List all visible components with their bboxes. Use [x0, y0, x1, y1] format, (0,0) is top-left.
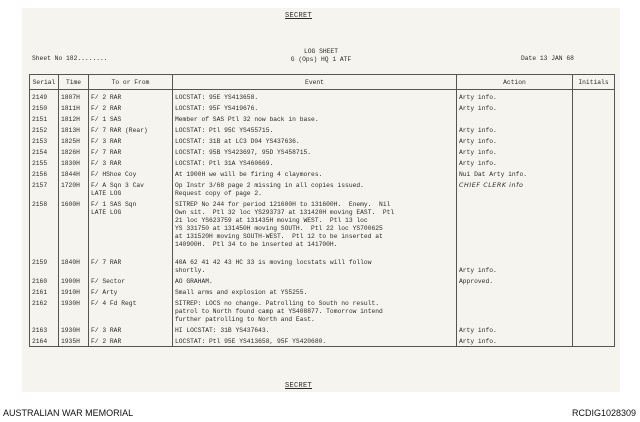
log-cell-event: Member of SAS Ptl 32 now back in base.	[173, 113, 457, 124]
log-cell-event: Small arms and explosion at YS5255.	[173, 286, 457, 297]
log-entry-row	[30, 168, 615, 179]
log-cell-action: Arty info.	[457, 124, 573, 135]
footer-record-id: RCDIG1028309	[571, 408, 636, 418]
log-cell-initials	[573, 335, 615, 347]
log-cell-action: Arty info.	[457, 157, 573, 168]
log-entry-row	[30, 179, 615, 198]
log-cell-action: Arty info.	[457, 335, 573, 347]
log-cell-tofrom: F/ 4 Fd Regt	[89, 297, 173, 324]
log-sheet-page	[22, 8, 620, 392]
log-cell-tofrom: F/ A Sqn 3 Cav LATE LOG	[89, 179, 173, 198]
log-cell-serial: 2163	[30, 324, 59, 335]
log-cell-event: At 1900H we will be firing 4 claymores.	[173, 168, 457, 179]
log-sheet-unit: G (Ops) HQ 1 ATF	[290, 56, 352, 63]
log-cell-event: LOCSTAT: Ptl 95C YS455715.	[173, 124, 457, 135]
log-cell-event: SITREP No 244 for period 121600H to 131600H. Enemy. Nil Own sit. Ptl 32 loc YS293737 at 131420H moving EAST. Ptl 21 loc YS623759 at 131435H moving WEST. Ptl 13 loc YS 331750 at 131450H moving SOUTH. Ptl 22 loc YS700625 at 131520H moving SOUTH-WEST. Ptl 12 to be inserted at 140900H. Ptl 34 to be inserted at 141700H.	[173, 198, 457, 255]
log-cell-initials	[573, 286, 615, 297]
log-cell-tofrom: F/ HShoe Coy	[89, 168, 173, 179]
log-cell-initials	[573, 124, 615, 135]
log-cell-action: Nui Dat Arty info.	[457, 168, 573, 179]
log-cell-serial: 2156	[30, 168, 59, 179]
log-entry-row	[30, 324, 615, 335]
col-header-event: Event	[173, 75, 457, 90]
log-cell-initials	[573, 324, 615, 335]
log-cell-time: 1826H	[59, 146, 89, 157]
log-entry-row	[30, 146, 615, 157]
log-cell-initials	[573, 275, 615, 286]
log-cell-time: 1930H	[59, 324, 89, 335]
log-cell-serial: 2157	[30, 179, 59, 198]
col-header-to-or-from: To or From	[89, 75, 173, 90]
log-cell-action: CHIEF CLERK info	[457, 179, 573, 198]
log-cell-tofrom: F/ 2 RAR	[89, 90, 173, 103]
log-cell-time: 1807H	[59, 90, 89, 103]
log-cell-event: 40A 62 41 42 43 HC 33 is moving locstats will follow shortly.	[173, 255, 457, 275]
log-entry-row	[30, 297, 615, 324]
log-cell-time: 1813H	[59, 124, 89, 135]
log-cell-initials	[573, 113, 615, 124]
log-cell-time: 1825H	[59, 135, 89, 146]
log-cell-action	[457, 198, 573, 255]
log-date: Date 13 JAN 68	[521, 55, 574, 62]
log-cell-tofrom: F/ 1 SAS	[89, 113, 173, 124]
log-cell-action: Arty info.	[457, 102, 573, 113]
log-cell-action	[457, 286, 573, 297]
log-cell-tofrom: F/ 7 RAR	[89, 255, 173, 275]
log-cell-tofrom: F/ 2 RAR	[89, 335, 173, 347]
log-entry-row	[30, 335, 615, 347]
log-cell-time: 1844H	[59, 168, 89, 179]
secret-marking-top: SECRET	[285, 12, 313, 20]
sheet-number: Sheet No 182........	[32, 55, 108, 62]
log-cell-event: LOCSTAT: 31B at LC3 D04 YS437636.	[173, 135, 457, 146]
log-cell-serial: 2155	[30, 157, 59, 168]
log-cell-initials	[573, 135, 615, 146]
log-cell-time: 1830H	[59, 157, 89, 168]
log-cell-time: 1935H	[59, 335, 89, 347]
log-cell-initials	[573, 146, 615, 157]
log-cell-tofrom: F/ 2 RAR	[89, 102, 173, 113]
footer-credit: AUSTRALIAN WAR MEMORIAL	[3, 408, 134, 418]
col-header-action: Action	[457, 75, 573, 90]
log-cell-serial: 2154	[30, 146, 59, 157]
log-cell-initials	[573, 102, 615, 113]
log-cell-event: SITREP: LOCS no change. Patrolling to South no result. patrol to North found camp at YS408877. Tomorrow intend further patrolling to North and East.	[173, 297, 457, 324]
log-cell-initials	[573, 255, 615, 275]
log-cell-action: Arty info.	[457, 90, 573, 103]
log-entry-row	[30, 286, 615, 297]
log-cell-serial: 2162	[30, 297, 59, 324]
log-cell-initials	[573, 179, 615, 198]
log-cell-event: LOCSTAT: 95E YS413658.	[173, 90, 457, 103]
log-cell-tofrom: F/ 7 RAR	[89, 146, 173, 157]
log-cell-time: 1720H	[59, 179, 89, 198]
log-cell-tofrom: F/ 3 RAR	[89, 324, 173, 335]
log-cell-action: Arty info.	[457, 255, 573, 275]
log-cell-time: 1910H	[59, 286, 89, 297]
col-header-initials: Initials	[573, 75, 615, 90]
log-entry-row	[30, 113, 615, 124]
log-cell-event: HI LOCSTAT: 31B YS437643.	[173, 324, 457, 335]
log-entry-row	[30, 90, 615, 103]
log-cell-serial: 2152	[30, 124, 59, 135]
col-header-time: Time	[59, 75, 89, 90]
log-cell-event: LOCSTAT: 95B YS423697, 95D YS458715.	[173, 146, 457, 157]
log-entry-row	[30, 157, 615, 168]
log-cell-time: 1840H	[59, 255, 89, 275]
log-cell-serial: 2164	[30, 335, 59, 347]
log-cell-action: Arty info.	[457, 135, 573, 146]
log-cell-action	[457, 113, 573, 124]
log-cell-event: LOCSTAT: 95F YS419676.	[173, 102, 457, 113]
log-cell-serial: 2150	[30, 102, 59, 113]
log-entry-row	[30, 198, 615, 255]
log-cell-event: AO GRAHAM.	[173, 275, 457, 286]
log-cell-time: 1600H	[59, 198, 89, 255]
log-entry-row	[30, 124, 615, 135]
log-cell-action: Approved.	[457, 275, 573, 286]
log-entries	[30, 90, 615, 347]
log-cell-serial: 2151	[30, 113, 59, 124]
log-cell-initials	[573, 168, 615, 179]
log-cell-serial: 2159	[30, 255, 59, 275]
log-cell-serial: 2153	[30, 135, 59, 146]
log-cell-action: Arty info.	[457, 146, 573, 157]
log-cell-initials	[573, 297, 615, 324]
log-entry-row	[30, 255, 615, 275]
log-cell-event: LOCSTAT: Ptl 95E YS413658, 95F YS420680.	[173, 335, 457, 347]
log-entry-row	[30, 275, 615, 286]
log-cell-initials	[573, 198, 615, 255]
col-header-serial: Serial	[30, 75, 59, 90]
log-table	[29, 74, 615, 347]
log-entry-row	[30, 102, 615, 113]
log-cell-tofrom: F/ Arty	[89, 286, 173, 297]
log-cell-tofrom: F/ 3 RAR	[89, 157, 173, 168]
log-cell-event: LOCSTAT: Ptl 31A YS460669.	[173, 157, 457, 168]
secret-marking-bottom: SECRET	[285, 382, 313, 390]
log-cell-serial: 2158	[30, 198, 59, 255]
log-cell-serial: 2149	[30, 90, 59, 103]
log-cell-serial: 2160	[30, 275, 59, 286]
log-cell-initials	[573, 157, 615, 168]
log-cell-tofrom: F/ 3 RAR	[89, 135, 173, 146]
log-cell-event: Op Instr 3/68 page 2 missing in all copies issued. Request copy of page 2.	[173, 179, 457, 198]
log-cell-tofrom: F/ 7 RAR (Rear)	[89, 124, 173, 135]
log-sheet-title: LOG SHEET	[303, 48, 338, 55]
log-cell-time: 1811H	[59, 102, 89, 113]
log-cell-time: 1812H	[59, 113, 89, 124]
log-cell-action	[457, 297, 573, 324]
log-cell-initials	[573, 90, 615, 103]
log-table-header	[30, 75, 615, 90]
log-entry-row	[30, 135, 615, 146]
log-cell-time: 1930H	[59, 297, 89, 324]
log-cell-time: 1900H	[59, 275, 89, 286]
log-cell-action: Arty info.	[457, 324, 573, 335]
log-cell-tofrom: F/ Sector	[89, 275, 173, 286]
log-cell-tofrom: F/ 1 SAS Sqn LATE LOG	[89, 198, 173, 255]
log-cell-serial: 2161	[30, 286, 59, 297]
